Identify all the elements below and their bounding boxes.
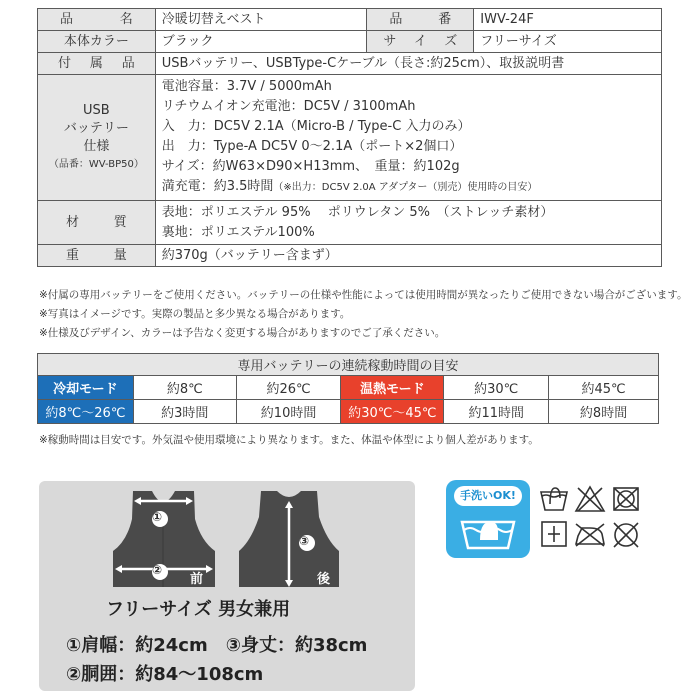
battery-output: 出 力：Type-A DC5V 0～2.1A（ポート×2個口） xyxy=(161,139,463,154)
label-battery: USB バッテリー 仕様 （品番：WV-BP50） xyxy=(38,75,156,201)
note-spec-change: ※仕様及びデザイン、カラーは予告なく変更する場合がありますのでご了承ください。 xyxy=(39,327,446,339)
cool-temp-1: 約8℃ xyxy=(133,376,236,400)
battery-cell: リチウムイオン充電池：DC5V / 3100mAh xyxy=(161,99,416,114)
label-body-color: 本体カラー xyxy=(38,31,156,53)
battery-capacity: 電池容量：3.7V / 5000mAh xyxy=(161,79,332,94)
value-body-color: ブラック xyxy=(155,31,367,53)
spec-row-weight xyxy=(38,245,662,267)
spec-table xyxy=(37,8,662,267)
value-accessories: USBバッテリー、USBType-Cケーブル（長さ:約25cm）、取扱説明書 xyxy=(155,53,661,75)
back-label: 後 xyxy=(317,572,331,587)
hand-wash-badge-icon xyxy=(458,510,518,554)
no-bleach-icon xyxy=(576,487,604,511)
spec-row-accessories xyxy=(38,53,662,75)
cool-mode-label: 冷却モード xyxy=(38,376,134,400)
label-weight: 重 量 xyxy=(38,245,156,267)
value-weight: 約370g（バッテリー含まず） xyxy=(155,245,661,267)
num3-label: ③ xyxy=(299,534,310,548)
size-title: フリーサイズ 男女兼用 xyxy=(106,599,291,620)
label-product-name: 品 名 xyxy=(38,9,156,31)
battery-size-weight: サイズ：約W63×D90×H13mm、 重量：約102g xyxy=(161,159,460,174)
note-battery: ※付属の専用バッテリーをご使用ください。バッテリーの仕様や性能によっては使用時間が異なったりご使用できない場合がございます。 xyxy=(39,289,688,301)
hand-wash-badge xyxy=(446,480,530,558)
num1-label: ① xyxy=(152,510,163,524)
warm-mode-label: 温熱モード xyxy=(341,376,444,400)
warm-hours-1: 約11時間 xyxy=(444,400,549,424)
num2-label: ② xyxy=(152,563,163,577)
battery-input: 入 力：DC5V 2.1A（Micro-B / Type-C 入力のみ） xyxy=(161,119,471,134)
front-label: 前 xyxy=(190,572,204,587)
value-product-name: 冷暖切替えベスト xyxy=(155,9,367,31)
care-icons xyxy=(538,484,642,552)
vest-diagram xyxy=(39,481,415,596)
runtime-title: 専用バッテリーの連続稼動時間の目安 xyxy=(38,354,659,376)
no-dry-clean-icon xyxy=(614,523,638,547)
value-battery xyxy=(155,75,661,201)
cool-mode-range: 約8℃～26℃ xyxy=(38,400,134,424)
value-product-number: IWV-24F xyxy=(474,9,662,31)
spec-row-color xyxy=(38,31,662,53)
warm-mode-range: 約30℃～45℃ xyxy=(341,400,444,424)
notes xyxy=(39,286,687,343)
value-size: フリーサイズ xyxy=(474,31,662,53)
runtime-table xyxy=(37,353,659,424)
size-line-2: ②胴囲：約84～108cm xyxy=(66,664,264,685)
battery-charge: 満充電：約3.5時間（※出力：DC5V 2.0A アダプター（別売）使用時の目安） xyxy=(161,179,538,194)
label-product-number: 品 番 xyxy=(367,9,474,31)
cool-temp-2: 約26℃ xyxy=(236,376,341,400)
no-iron-icon xyxy=(576,524,604,546)
spec-row-battery xyxy=(38,75,662,201)
label-material: 材 質 xyxy=(38,201,156,245)
cool-hours-2: 約10時間 xyxy=(236,400,341,424)
size-line-1: ①肩幅：約24cm ③身丈：約38cm xyxy=(66,635,368,656)
label-size: サ イ ズ xyxy=(367,31,474,53)
spec-row-material xyxy=(38,201,662,245)
line-dry-icon xyxy=(542,522,566,546)
cool-hours-1: 約3時間 xyxy=(133,400,236,424)
value-material: 表地：ポリエステル 95% ポリウレタン 5% （ストレッチ素材） 裏地：ポリエステル100% xyxy=(155,201,661,245)
warm-hours-2: 約8時間 xyxy=(549,400,659,424)
label-accessories: 付 属 品 xyxy=(38,53,156,75)
runtime-note: ※稼動時間は目安です。外気温や使用環境により異なります。また、体温や体型により個人差があります。 xyxy=(39,434,539,446)
warm-temp-2: 約45℃ xyxy=(549,376,659,400)
note-photo: ※写真はイメージです。実際の製品と多少異なる場合があります。 xyxy=(39,308,351,320)
hand-wash-icon xyxy=(541,488,567,510)
hand-wash-badge-text: 手洗いOK! xyxy=(454,486,522,506)
no-tumble-dry-icon xyxy=(614,488,638,510)
spec-row-product xyxy=(38,9,662,31)
warm-temp-1: 約30℃ xyxy=(444,376,549,400)
